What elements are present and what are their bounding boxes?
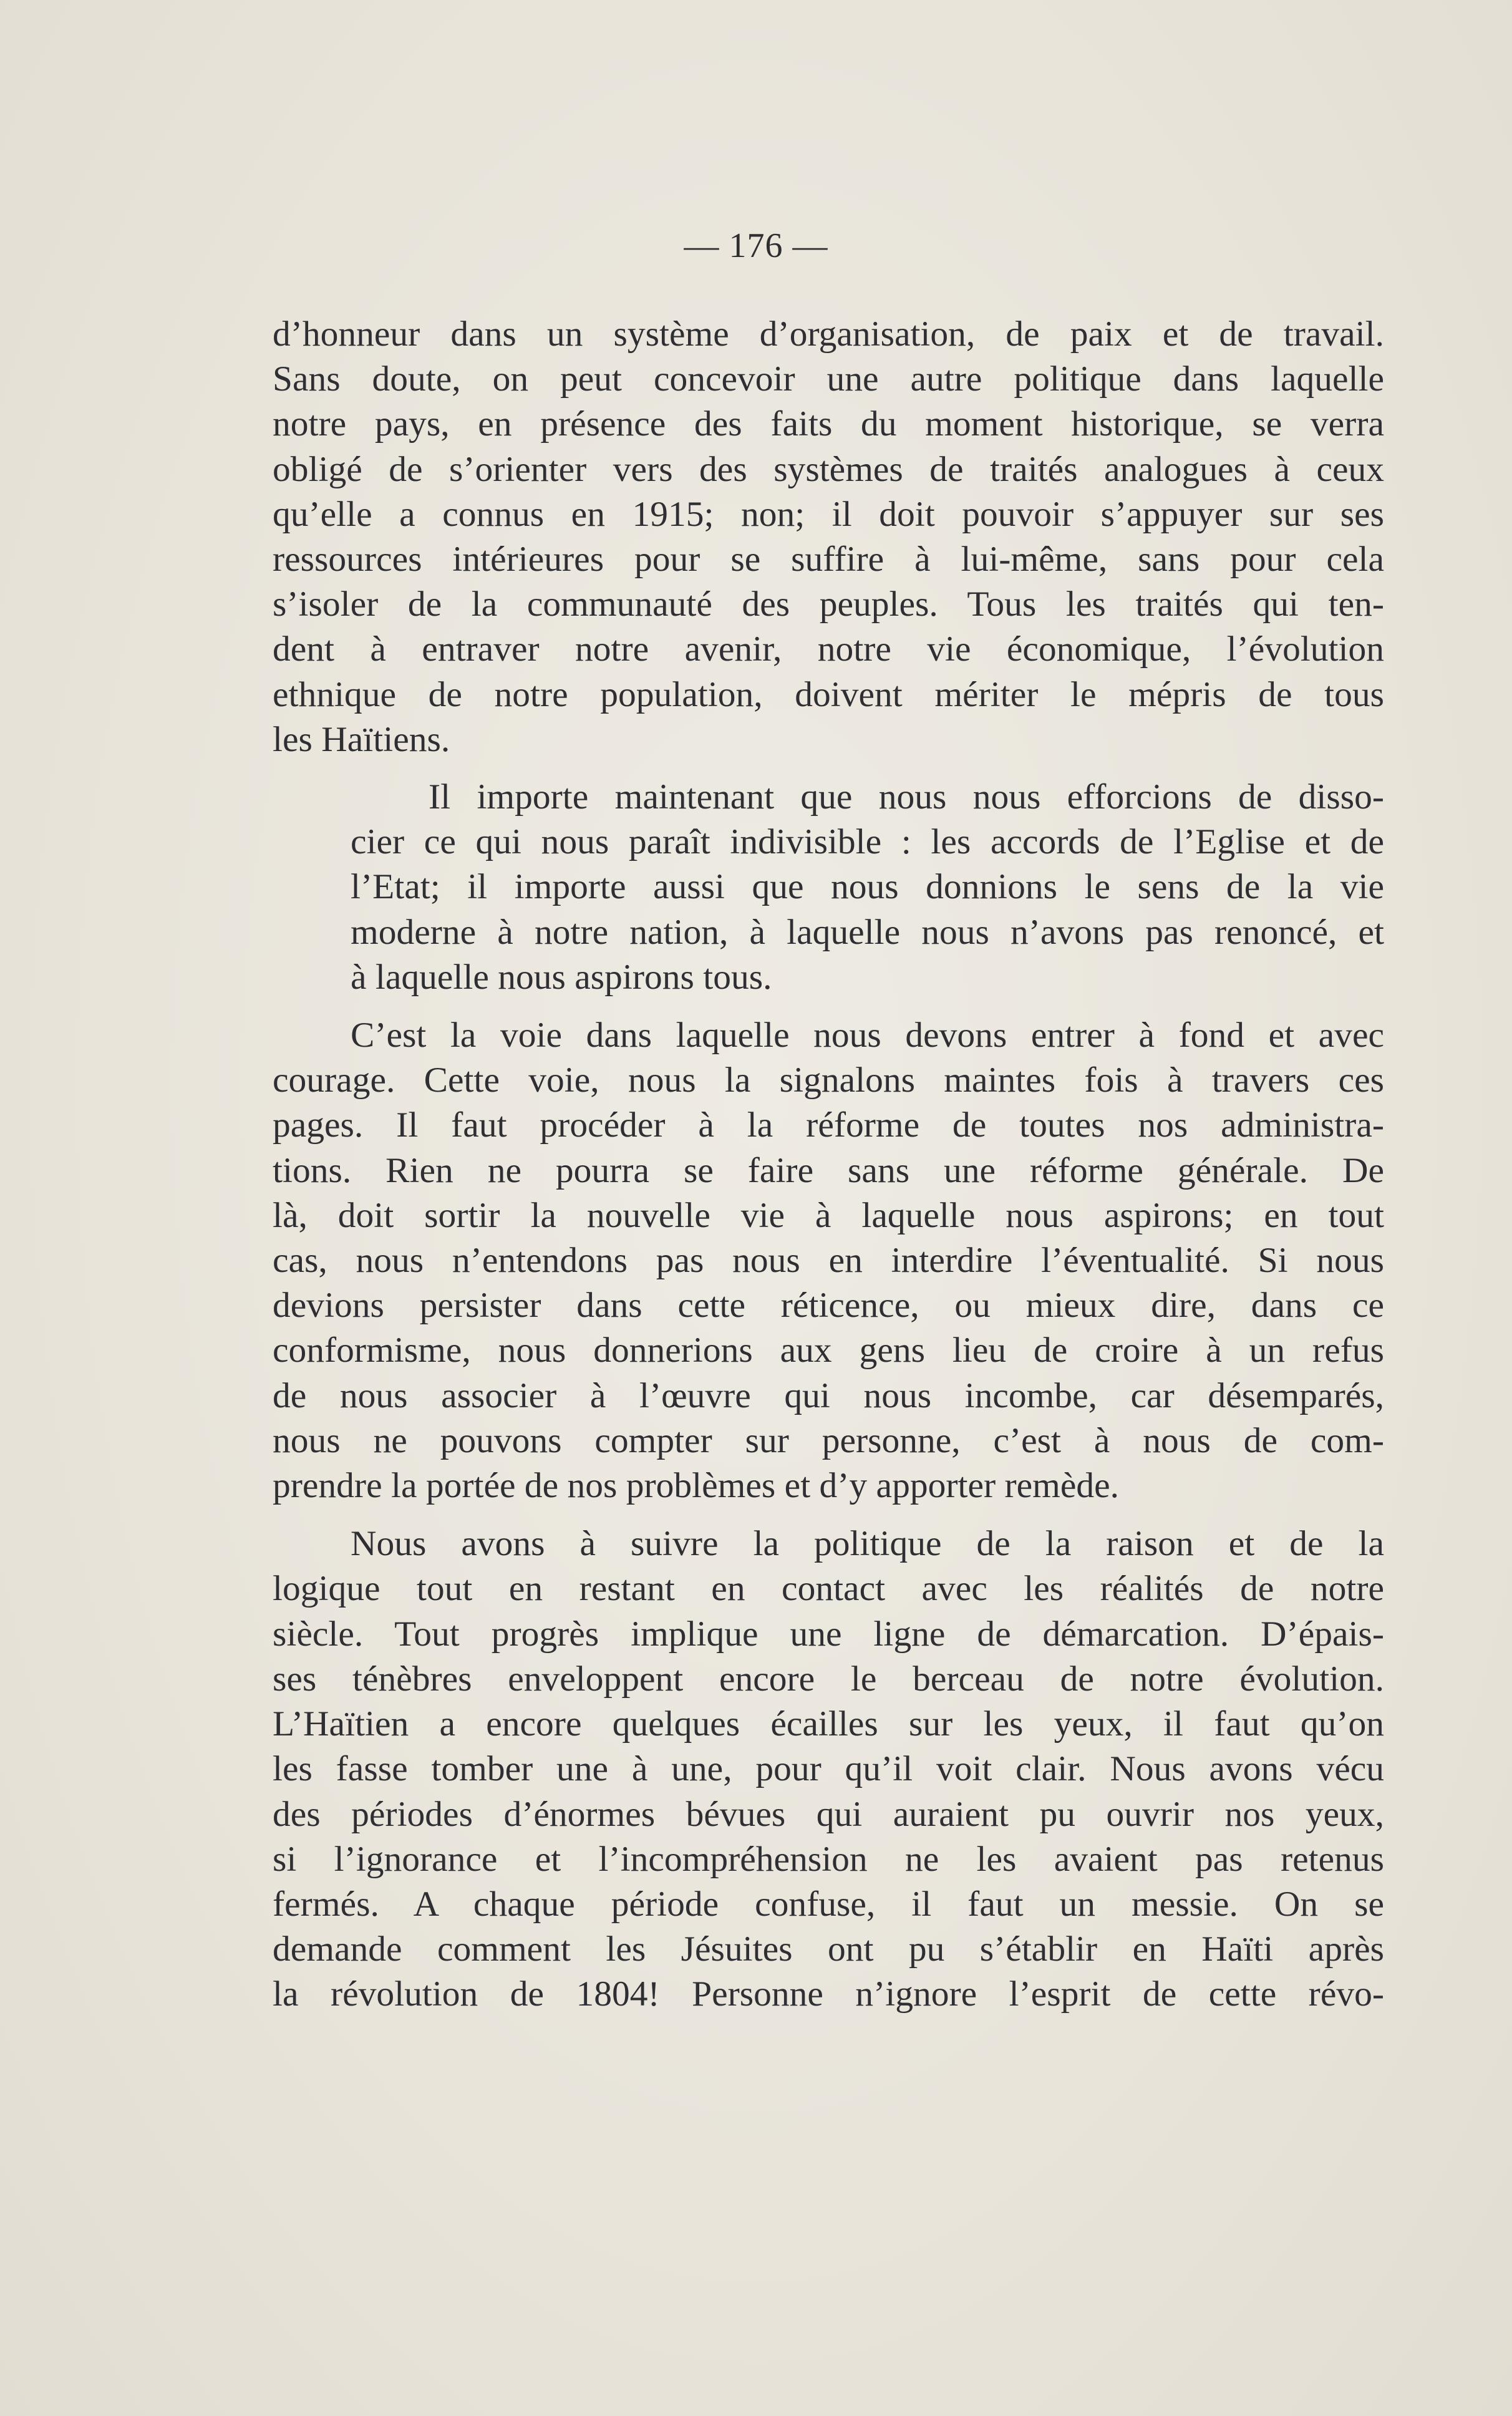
text-line: dent à entraver notre avenir, notre vie économique, l’évolution <box>273 629 1384 669</box>
text-line: tions. Rien ne pourra se faire sans une réforme générale. De <box>273 1150 1384 1190</box>
text-line: les fasse tomber une à une, pour qu’il voit clair. Nous avons vécu <box>273 1749 1384 1789</box>
text-line: l’Etat; il importe aussi que nous donnions le sens de la vie <box>351 867 1384 907</box>
text-line: demande comment les Jésuites ont pu s’établir en Haïti après <box>273 1929 1384 1969</box>
text-line: la révolution de 1804! Personne n’ignore l’esprit de cette révo- <box>273 1974 1384 2014</box>
text-line: notre pays, en présence des faits du moment historique, se verra <box>273 404 1384 444</box>
text-line: les Haïtiens. <box>273 719 450 759</box>
text-line: L’Haïtien a encore quelques écailles sur les yeux, il faut qu’on <box>273 1704 1384 1744</box>
text-line: des périodes d’énormes bévues qui auraient pu ouvrir nos yeux, <box>273 1794 1384 1834</box>
text-line: là, doit sortir la nouvelle vie à laquelle nous aspirons; en tout <box>273 1195 1384 1235</box>
text-line: prendre la portée de nos problèmes et d’y apporter remède. <box>273 1466 1120 1506</box>
text-line: conformisme, nous donnerions aux gens lieu de croire à un refus <box>273 1331 1384 1371</box>
text-line: ses ténèbres enveloppent encore le berceau de notre évolution. <box>273 1659 1384 1699</box>
text-line: siècle. Tout progrès implique une ligne de démarcation. D’épais- <box>273 1614 1384 1654</box>
text-line: logique tout en restant en contact avec les réalités de notre <box>273 1569 1384 1609</box>
text-line: à laquelle nous aspirons tous. <box>351 957 772 997</box>
paragraph-1 <box>273 312 1384 762</box>
paragraph-4 <box>273 1521 1384 2017</box>
text-line: qu’elle a connus en 1915; non; il doit pouvoir s’appuyer sur ses <box>273 494 1384 534</box>
text-line: ethnique de notre population, doivent mériter le mépris de tous <box>273 674 1384 714</box>
text-line: Sans doute, on peut concevoir une autre politique dans laquelle <box>273 359 1384 399</box>
paragraph-2 <box>273 775 1384 1000</box>
text-line: moderne à notre nation, à laquelle nous n’avons pas renoncé, et <box>351 912 1384 952</box>
text-line: s’isoler de la communauté des peuples. Tous les traités qui ten- <box>273 585 1384 624</box>
text-line: nous ne pouvons compter sur personne, c’est à nous de com- <box>273 1420 1384 1460</box>
text-line: courage. Cette voie, nous la signalons maintes fois à travers ces <box>273 1060 1384 1100</box>
text-line: Il importe maintenant que nous nous efforcions de disso- <box>429 777 1384 817</box>
text-line: obligé de s’orienter vers des systèmes de traités analogues à ceux <box>273 449 1384 489</box>
body-text <box>273 312 1384 2017</box>
text-line: cas, nous n’entendons pas nous en interdire l’éventualité. Si nous <box>273 1241 1384 1281</box>
paragraph-3 <box>273 1013 1384 1508</box>
text-line: devions persister dans cette réticence, ou mieux dire, dans ce <box>273 1286 1384 1326</box>
page-number: — 176 — <box>684 226 828 265</box>
text-line: ressources intérieures pour se suffire à lui-même, sans pour cela <box>273 540 1384 580</box>
text-line: fermés. A chaque période confuse, il faut un messie. On se <box>273 1884 1384 1924</box>
text-line: C’est la voie dans laquelle nous devons entrer à fond et avec <box>351 1016 1384 1055</box>
text-line: d’honneur dans un système d’organisation, de paix et de travail. <box>273 314 1384 354</box>
text-line: si l’ignorance et l’incompréhension ne les avaient pas retenus <box>273 1839 1384 1879</box>
text-line: pages. Il faut procéder à la réforme de toutes nos administra- <box>273 1105 1384 1145</box>
text-line: cier ce qui nous paraît indivisible : les accords de l’Eglise et de <box>351 822 1384 862</box>
text-line: Nous avons à suivre la politique de la raison et de la <box>351 1524 1384 1564</box>
text-line: de nous associer à l’œuvre qui nous incombe, car désemparés, <box>273 1375 1384 1415</box>
